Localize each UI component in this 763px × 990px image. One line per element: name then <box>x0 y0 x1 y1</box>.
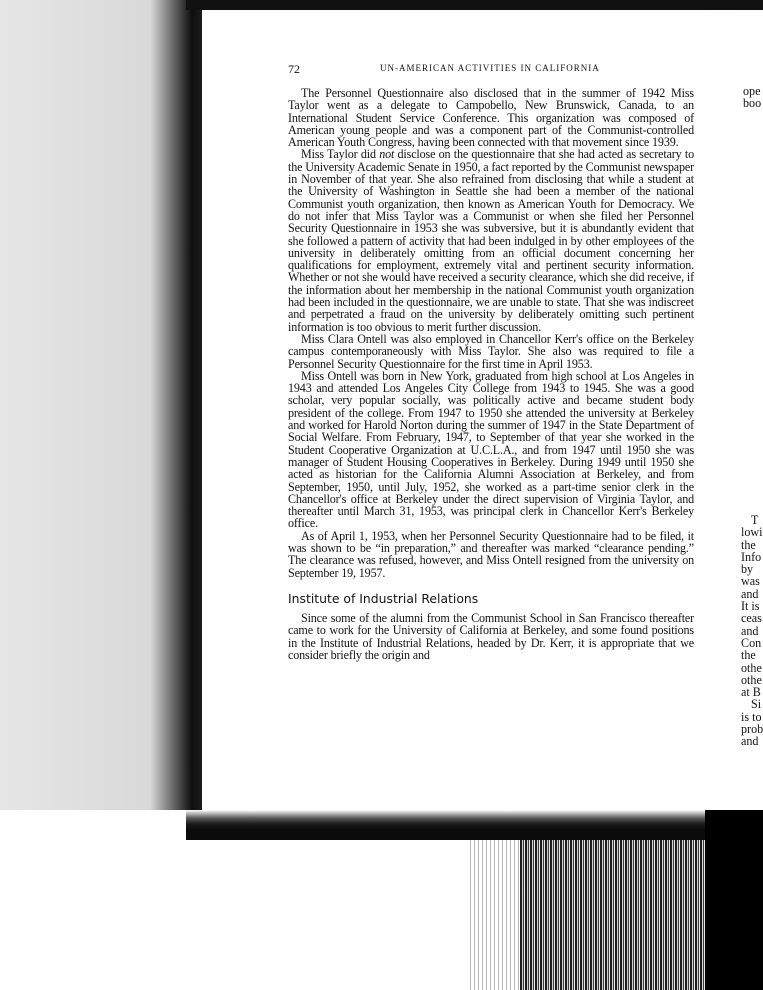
paragraph: As of April 1, 1953, when her Personnel Security Questionnaire had to be filed, it was shown to be “in preparation,” and thereafter was marked “clearance pending.” The clearance was refused, however, and Miss Ontell resigned from the university on September 19, 1957. <box>288 528 694 580</box>
facing-line: Info <box>741 549 762 564</box>
scan-streaks <box>520 840 705 990</box>
scan-right-corner <box>705 810 763 990</box>
facing-line: and <box>741 734 759 749</box>
scan-bottom-edge <box>186 810 763 830</box>
facing-line: by <box>741 562 754 577</box>
facing-line: boo <box>743 96 762 111</box>
facing-line: is to <box>741 709 762 724</box>
section-heading: Institute of Industrial Relations <box>288 590 479 606</box>
paragraph: Since some of the alumni from the Communist School in San Francisco thereafter came to work for the University of California at Berkeley, and some found positions in the Institute of Industrial Relations, headed by Dr. Kerr, it is appropriate that we consider briefly the origin and <box>288 611 694 663</box>
page-header <box>288 62 698 78</box>
facing-line: and <box>741 623 759 638</box>
facing-page-top-fragment <box>743 85 763 110</box>
page-number: 72 <box>288 62 300 76</box>
paragraph: The Personnel Questionnaire also disclosed that in the summer of 1942 Miss Taylor went as a delegate to Campobello, New Brunswick, Canada, to an International Student Service Conference. This organization was composed of American young people and was a component part of the Communist-controlled American Youth Congress, having been connected with that movement since 1939. <box>288 86 694 150</box>
facing-line: othe <box>741 672 762 687</box>
paragraph <box>288 148 694 332</box>
scan-bottom-shadow <box>186 830 763 840</box>
facing-line: and <box>741 586 759 601</box>
facing-line: at B <box>741 685 761 700</box>
paragraph-text: disclose on the questionnaire that she had acted as secretary to the University Academic Senate in 1950, a fact reported by the Communist newspaper in November of that year. She also refrained from disclosing that while a student at the University of Washington in Seattle she had been a member of the national Communist youth organization, then known as American Youth for Democracy. We do not infer that Miss Taylor was a Communist or when she filed her Personnel Security Questionnaire in 1953 she was subversive, but it is abundantly evident that she followed a pattern of activity that had been indulged in by other employees of the university in deliberately omitting from an official document concerning her qualifications for employment, extremely vital and pertinent security information. Whether or not she would have received a security clearance, which she did receive, if the information about her membership in the national Communist youth organization had been included in the questionnaire, we are unable to state. That she was indiscreet and perpetrated a fraud on the university by deliberately omitting such pertinent information is too obvious to merit further discussion. <box>288 147 695 334</box>
facing-line: ceas <box>741 611 762 626</box>
facing-page-bottom-fragment <box>741 514 763 748</box>
facing-line: T <box>751 513 759 527</box>
facing-line: ope <box>743 84 761 98</box>
facing-line: was <box>741 574 760 589</box>
text-column <box>288 87 694 661</box>
running-head: UN-AMERICAN ACTIVITIES IN CALIFORNIA <box>380 63 600 73</box>
facing-line: It is <box>741 599 760 614</box>
facing-line: Si <box>751 697 762 712</box>
paragraph: Miss Clara Ontell was also employed in Chancellor Kerr's office on the Berkeley campus contemporaneously with Miss Taylor. She also was required to file a Personnel Security Questionnaire for the first time in April 1953. <box>288 331 694 371</box>
paragraph-text: Miss Taylor did <box>301 147 380 162</box>
emphasis-text: not <box>379 147 395 162</box>
facing-line: othe <box>741 660 762 675</box>
paragraph: Miss Ontell was born in New York, graduated from high school at Los Angeles in 1943 and attended Los Angeles City College from 1943 to 1945. She was a good scholar, very popular socially, was politically active and became student body president of the college. From 1947 to 1950 she attended the university at Berkeley and worked for Harold Norton during the summer of 1947 in the State Department of Social Welfare. From February, 1947, to September of that year she worked in the Student Cooperative Organization at U.C.L.A., and from 1947 until 1950 she was manager of Student Housing Cooperatives in Berkeley. During 1949 until 1950 she acted as historian for the California Alumni Association at Berkeley, and from September, 1950, until July, 1952, she worked as a part-time senior clerk in the Chancellor's office at Berkeley under the direct supervision of Virginia Taylor, and thereafter until March 31, 1953, was principal clerk in Chancellor Kerr's Berkeley office. <box>288 368 694 531</box>
facing-line: prob <box>741 722 763 737</box>
facing-line: Con <box>741 635 762 650</box>
facing-line: the <box>741 537 756 552</box>
facing-line: lowi <box>741 525 763 540</box>
facing-line: the <box>741 648 756 663</box>
scan-top-rim <box>186 0 763 10</box>
book-page <box>202 10 763 810</box>
